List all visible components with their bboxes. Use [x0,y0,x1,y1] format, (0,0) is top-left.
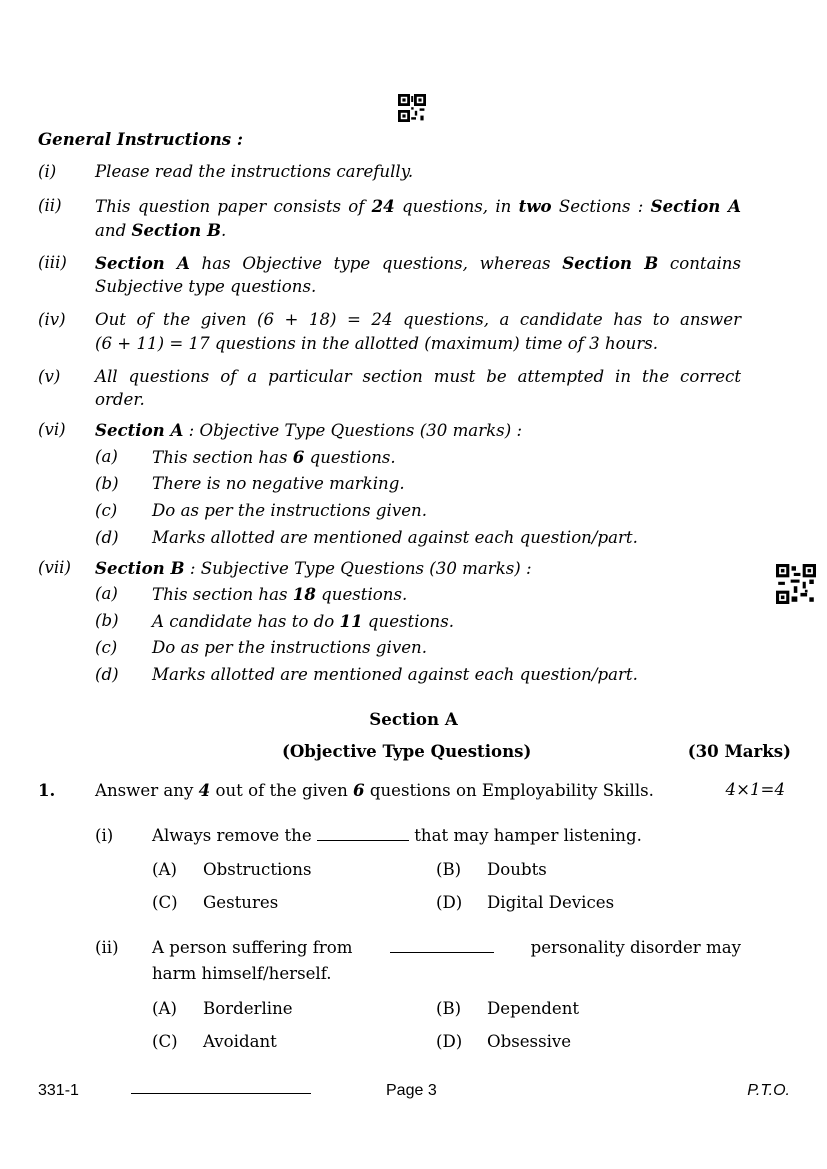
sub-item-label: (b) [95,474,119,493]
option-text: Doubts [487,860,547,879]
option-label: (D) [436,893,463,912]
instruction-text-cont: order. [95,390,145,409]
sub-item-label: (b) [95,611,119,630]
instruction-text-cont: and Section B. [95,220,227,240]
instruction-text-cont: Subjective type questions. [95,277,317,296]
instruction-number: (i) [38,162,57,181]
sub-item-text: A candidate has to do 11 questions. [152,611,454,631]
sub-item-label: (a) [95,447,118,466]
part-number: (ii) [95,938,119,957]
instruction-text: Section A has Objective type questions, whereas Section B contains [95,253,741,273]
sub-item-label: (d) [95,528,119,547]
page-number: Page 3 [386,1082,437,1099]
option-text: Dependent [487,999,580,1018]
option-text: Borderline [203,999,293,1018]
option-label: (C) [152,1032,178,1051]
option-label: (B) [436,999,462,1018]
option-label: (A) [152,860,177,879]
instruction-number: (ii) [38,196,62,215]
instruction-text: This question paper consists of 24 questions, in two Sections : Section A [95,196,741,216]
sub-item-text: Marks allotted are mentioned against each question/part. [152,665,638,684]
option-label: (C) [152,893,178,912]
part-text: Always remove the that may hamper listening. [152,826,642,845]
option-text: Obsessive [487,1032,572,1051]
instruction-text-cont: (6 + 11) = 17 questions in the allotted (maximum) time of 3 hours. [95,334,659,353]
option-text: Obstructions [203,860,312,879]
sub-item-label: (c) [95,638,118,657]
sub-item-label: (a) [95,584,118,603]
answer-blank [317,826,409,841]
option-text: Avoidant [203,1032,277,1051]
instruction-text: Out of the given (6 + 18) = 24 questions, a candidate has to answer [95,310,741,329]
qr-code-side [776,564,816,604]
part-text: A person suffering from personality disorder may [152,938,741,957]
option-label: (A) [152,999,177,1018]
section-title: Section A [369,709,458,729]
sub-item-text: Marks allotted are mentioned against each question/part. [152,528,638,547]
sub-item-label: (d) [95,665,119,684]
sub-item-text: This section has 6 questions. [152,447,396,467]
question-number: 1. [38,780,56,800]
instruction-number: (iv) [38,310,66,329]
part-text-cont: harm himself/herself. [152,964,332,983]
question-marks: 4×1=4 [725,780,785,799]
paper-code: 331-1 [38,1082,79,1099]
section-subtitle: (Objective Type Questions) [282,741,532,761]
qr-code-top [398,94,426,122]
instruction-text: Section B : Subjective Type Questions (30 marks) : [95,558,532,578]
instruction-number: (iii) [38,253,67,272]
sub-item-text: Do as per the instructions given. [152,638,427,657]
instruction-text: Please read the instructions carefully. [95,162,414,181]
instruction-number: (vi) [38,420,66,439]
sub-item-label: (c) [95,501,118,520]
instruction-text: All questions of a particular section must be attempted in the correct [95,367,741,386]
instruction-number: (vii) [38,558,71,577]
option-label: (B) [436,860,462,879]
instruction-text: Section A : Objective Type Questions (30 marks) : [95,420,523,440]
instruction-number: (v) [38,367,61,386]
pto-label: P.T.O. [747,1082,790,1099]
sub-item-text: This section has 18 questions. [152,584,408,604]
section-marks: (30 Marks) [687,741,791,761]
option-text: Digital Devices [487,893,615,912]
option-label: (D) [436,1032,463,1051]
answer-blank [390,938,494,953]
option-text: Gestures [203,893,279,912]
part-number: (i) [95,826,114,845]
sub-item-text: Do as per the instructions given. [152,501,427,520]
sub-item-text: There is no negative marking. [152,474,405,493]
instructions-heading: General Instructions : [38,129,244,149]
footer-rule [131,1093,311,1094]
question-text: Answer any 4 out of the given 6 questions on Employability Skills. [95,780,654,800]
